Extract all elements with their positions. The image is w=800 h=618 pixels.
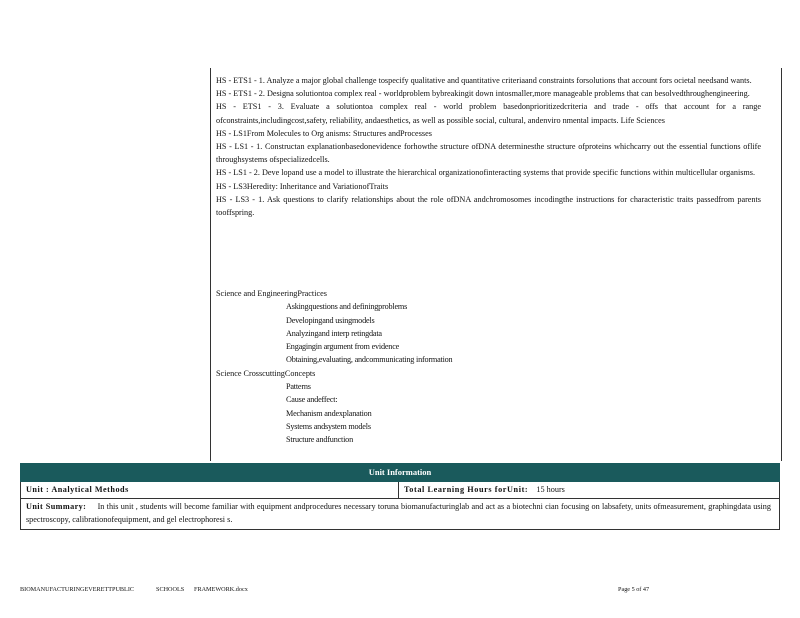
unit-header-row: [20, 482, 780, 499]
summary-text: In this unit , students will become familiar with equipment andprocedures necessary toruna biomanufacturinglab and act as a biotechni cian focusing on labsafety, units ofmeasurement, graphingdata using spectroscopy, calibrationofequipment, and gel electrophoresi s.: [26, 502, 771, 524]
summary-label: Unit Summary:: [26, 502, 87, 511]
list-item: Systems andsystem models: [286, 421, 371, 431]
list-item: Developingand usingmodels: [286, 315, 375, 325]
unit-information-banner: Unit Information: [20, 463, 780, 482]
list-item: Cause andeffect:: [286, 395, 338, 405]
practices-heading: Science and EngineeringPractices: [216, 289, 327, 298]
list-item: Structure andfunction: [286, 435, 353, 445]
list-item: Mechanism andexplanation: [286, 408, 372, 418]
list-item: Engagingin argument from evidence: [286, 342, 400, 352]
list-item: Analyzingand interp retingdata: [286, 328, 382, 338]
standard-line: HS - LS1From Molecules to Org anisms: Structures andProcesses: [216, 128, 432, 138]
standards-text: [216, 74, 761, 219]
unit-summary-row: [20, 499, 780, 530]
unit-name: Unit : Analytical Methods: [26, 485, 129, 494]
standard-line: HS - LS3Heredity: Inheritance and VariationofTraits: [216, 181, 389, 191]
list-item: Patterns: [286, 382, 311, 392]
footer-page-number: Page 5 of 47: [618, 586, 650, 593]
unit-hours: [404, 482, 565, 498]
hours-value: 15 hours: [536, 485, 565, 494]
standard-line: HS - LS3 - 1. Ask questions to clarify relationships about the role ofDNA andchromosomes incodingthe instructions for characteristic traits passedfrom parents tooffspring.: [216, 194, 761, 218]
practices-concepts-list: [216, 287, 716, 447]
standard-line: HS - ETS1 - 1. Analyze a major global challenge tospecify qualitative and quantitative criteriaand constraints forsolutions that account fors ocietal needsand wants.: [216, 76, 752, 85]
standard-line: HS - ETS1 - 2. Designa solutiontoa complex real - worldproblem bybreakingit down intosmaller,more manageable problems that can besolvedthroughengineering.: [216, 89, 750, 99]
standard-line: HS - LS1 - 1. Constructan explanationbasedonevidence forhowthe structure ofDNA determinesthe structure ofproteins whichcarry out the essential functions oflife throughsystems ofspecializedcells.: [216, 142, 761, 165]
footer-framework: FRAMEWORK.docx: [194, 586, 248, 593]
footer-doc-name: BIOMANUFACTURINGEVERETTPUBLIC: [20, 586, 135, 593]
list-item: Obtaining,evaluating, andcommunicating information: [286, 355, 453, 365]
list-item: Askingquestions and definingproblems: [286, 302, 408, 312]
standard-line: HS - ETS1 - 3. Evaluate a solutiontoa complex real - world problem basedonprioritizedcriteria and trade - offs that account for a range ofconstraints,includingcost,safety, reliability, andaesthetics, as well as possible social, cultural, andenviro nmental impacts. Life Sciences: [216, 102, 761, 125]
cell-divider: [398, 482, 399, 498]
unit-summary: [26, 501, 771, 526]
standard-line: HS - LS1 - 2. Deve lopand use a model to illustrate the hierarchical organizationofinteracting systems that provide specific functions within multicellular organisms.: [216, 168, 756, 178]
footer-schools: SCHOOLS: [156, 586, 185, 593]
concepts-heading: Science CrosscuttingConcepts: [216, 368, 316, 378]
hours-label: Total Learning Hours forUnit:: [404, 485, 529, 494]
